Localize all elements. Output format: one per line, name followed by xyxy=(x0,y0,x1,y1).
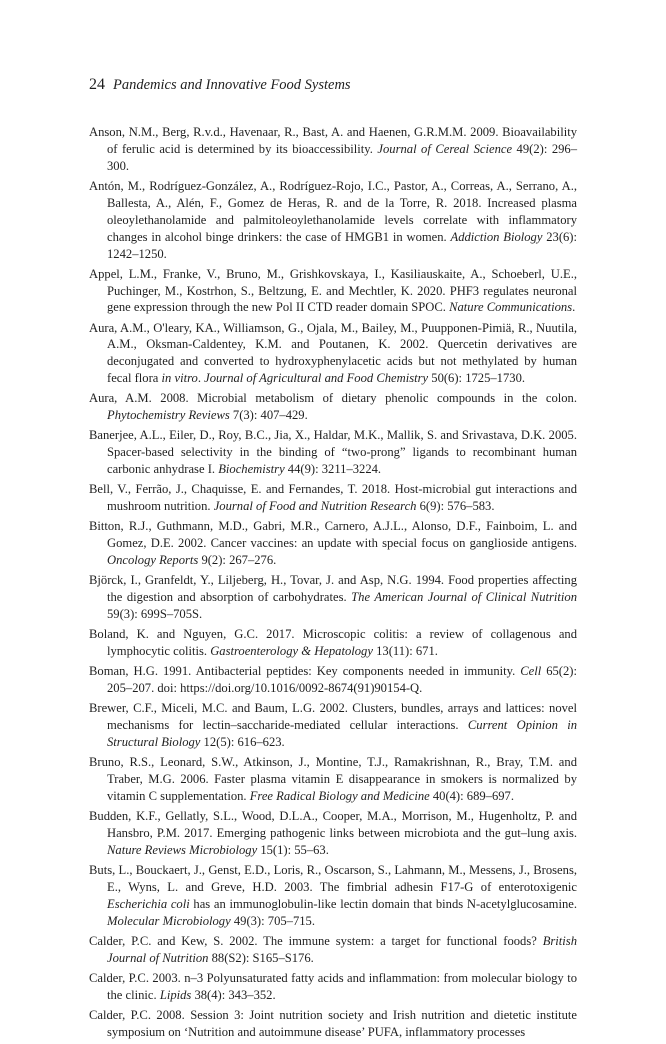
reference-text: Anson, N.M., Berg, R.v.d., Havenaar, R., Bast, A. and Haenen, G.R.M.M. 2009. Bioavailability of ferulic acid is determined by its bioaccessibility. xyxy=(89,125,577,156)
reference-text: Bitton, R.J., Guthmann, M.D., Gabri, M.R., Carnero, A.J.L., Alonso, D.F., Fainboim, L. and Gomez, D.E. 2002. Cancer vaccines: an update with special focus on ganglioside antigens. xyxy=(89,519,577,551)
reference-text: Bell, V., Ferrão, J., Chaquisse, E. and Fernandes, T. 2018. Host-microbial gut interactions and mushroom nutrition. xyxy=(89,482,577,514)
reference-entry xyxy=(89,808,577,859)
reference-text: 59(3): 699S–705S. xyxy=(107,606,203,621)
reference-text: Aura, A.M. 2008. Microbial metabolism of dietary phenolic compounds in the colon. xyxy=(89,391,577,406)
reference-text: 49(2): 296–300. xyxy=(107,141,578,173)
reference-entry xyxy=(89,1007,577,1041)
reference-text: Banerjee, A.L., Eiler, D., Roy, B.C., Jia, X., Haldar, M.K., Mallik, S. and Srivastava, D.K. 2005. Spacer-based selectivity in the binding of “two-prong” ligands to recombinant human carbonic anhydrase I. xyxy=(89,428,577,477)
reference-text: Bruno, R.S., Leonard, S.W., Atkinson, J., Montine, T.J., Ramakrishnan, R., Bray, T.M. and Traber, M.G. 2006. Faster plasma vitamin E disappearance in smokers is normalized by vitamin C supplementation. xyxy=(89,754,577,803)
page-header xyxy=(89,76,351,94)
reference-text: Brewer, C.F., Miceli, M.C. and Baum, L.G. 2002. Clusters, bundles, arrays and lattices: novel mechanisms for lectin–saccharide-mediated cellular interactions. xyxy=(89,701,577,732)
reference-text: 50(6): 1725–1730. xyxy=(428,371,526,386)
reference-entry xyxy=(89,572,577,623)
reference-journal: Biochemistry xyxy=(218,462,285,477)
reference-entry xyxy=(89,700,577,751)
reference-entry xyxy=(89,178,577,263)
reference-journal: Nature Communications xyxy=(449,300,573,315)
reference-text: Buts, L., Bouckaert, J., Genst, E.D., Loris, R., Oscarson, S., Lahmann, M., Messens, J., Brosens, E., Wyns, L. and Greve, H.D. 2003. The fimbrial adhesin F17-G of enterotoxigenic xyxy=(89,862,577,894)
reference-text: 9(2): 267–276. xyxy=(198,553,277,568)
page-number: 24 xyxy=(89,76,105,93)
reference-entry xyxy=(89,970,577,1004)
reference-text: 44(9): 3211–3224. xyxy=(284,462,382,477)
reference-entry xyxy=(89,427,577,478)
reference-journal: Nature Reviews Microbiology xyxy=(107,842,258,857)
reference-text: Appel, L.M., Franke, V., Bruno, M., Grishkovskaya, I., Kasiliauskaite, A., Schoeberl, U.E., Puchinger, M., Kostrhon, S., Beltzung, E. and Mechtler, K. 2020. PHF3 regulates neuronal gene expression through the new Pol II CTD reader domain SPOC. xyxy=(89,266,577,315)
reference-italic-term: in vitro xyxy=(161,371,198,386)
reference-text: 49(3): 705–715. xyxy=(230,913,316,928)
reference-text: 7(3): 407–429. xyxy=(229,408,308,423)
reference-text: 65(2): 205–207. doi: https://doi.org/10.1016/0092-8674(91)90154-Q. xyxy=(107,664,577,695)
reference-journal: The American Journal of Clinical Nutrition xyxy=(351,590,577,605)
reference-entry xyxy=(89,862,577,930)
reference-journal: Free Radical Biology and Medicine xyxy=(249,788,430,803)
reference-text: 12(5): 616–623. xyxy=(200,734,285,749)
reference-text: 13(11): 671. xyxy=(372,643,438,658)
reference-text: 6(9): 576–583. xyxy=(416,499,495,514)
reference-text: Aura, A.M., O'leary, KA., Williamson, G., Ojala, M., Bailey, M., Puupponen-Pimiä, R., Nuutila, A.M., Oksman-Caldentey, K.M. and Poutanen, K. 2002. Quercetin derivatives are deconjugated and converted to hydroxyphenylacetic acids but not methylated by human fecal flora xyxy=(89,320,577,386)
reference-text: Boman, H.G. 1991. Antibacterial peptides: Key components needed in immunity. xyxy=(89,664,521,679)
reference-text: has an immunoglobulin-like lectin domain that binds N-acetylglucosamine. xyxy=(189,896,578,911)
reference-journal: Journal of Food and Nutrition Research xyxy=(213,499,417,514)
reference-journal: Phytochemistry Reviews xyxy=(107,408,230,423)
reference-text: Calder, P.C. and Kew, S. 2002. The immune system: a target for functional foods? xyxy=(89,933,543,948)
reference-text: 15(1): 55–63. xyxy=(257,842,329,857)
reference-entry xyxy=(89,266,577,317)
reference-text: Calder, P.C. 2003. n–3 Polyunsaturated fatty acids and inflammation: from molecular biology to the clinic. xyxy=(89,970,577,1002)
reference-journal: British Journal of Nutrition xyxy=(107,933,577,965)
reference-text: Calder, P.C. 2008. Session 3: Joint nutrition society and Irish nutrition and dietetic institute symposium on ‘Nutrition and autoimmune disease’ PUFA, inflammatory processes xyxy=(89,1007,577,1039)
reference-entry xyxy=(89,390,577,424)
reference-text: Björck, I., Granfeldt, Y., Liljeberg, H., Tovar, J. and Asp, N.G. 1994. Food properties affecting the digestion and absorption of carbohydrates. xyxy=(89,573,577,605)
running-title: Pandemics and Innovative Food Systems xyxy=(113,77,351,93)
reference-italic-term: Escherichia coli xyxy=(107,896,190,911)
reference-list xyxy=(89,124,577,1044)
reference-journal: Journal of Cereal Science xyxy=(377,141,513,156)
reference-entry xyxy=(89,754,577,805)
reference-entry xyxy=(89,663,577,697)
reference-entry xyxy=(89,518,577,569)
reference-text: 23(6): 1242–1250. xyxy=(107,229,578,261)
reference-journal: Molecular Microbiology xyxy=(107,913,231,928)
reference-text: 88(S2): S165–S176. xyxy=(208,950,314,965)
reference-journal: Lipids xyxy=(159,987,192,1002)
reference-entry xyxy=(89,933,577,967)
reference-entry xyxy=(89,124,577,175)
reference-text: Boland, K. and Nguyen, G.C. 2017. Microscopic colitis: a review of collagenous and lymphocytic colitis. xyxy=(89,627,577,658)
reference-journal: Gastroenterology & Hepatology xyxy=(210,643,373,658)
reference-journal: Current Opinion in Structural Biology xyxy=(107,717,577,749)
reference-text: Budden, K.F., Gellatly, S.L., Wood, D.L.A., Cooper, M.A., Morrison, M., Hugenholtz, P. and Hansbro, P.M. 2017. Emerging pathogenic links between microbiota and the gut–lung axis. xyxy=(89,808,577,840)
reference-journal: Cell xyxy=(520,664,542,679)
reference-journal: Addiction Biology xyxy=(450,229,543,244)
reference-entry xyxy=(89,626,577,660)
reference-journal: Journal of Agricultural and Food Chemistry xyxy=(204,371,429,386)
reference-entry xyxy=(89,481,577,515)
reference-journal: Oncology Reports xyxy=(107,553,199,568)
reference-text: . xyxy=(572,300,576,315)
reference-text: 40(4): 689–697. xyxy=(429,788,515,803)
reference-text: Antón, M., Rodríguez-González, A., Rodríguez-Rojo, I.C., Pastor, A., Correas, A., Serrano, A., Ballesta, A., Alén, F., Gomez de Heras, R. and de la Torre, R. 2018. Increased plasma oleoylethanolamide and palmitoleoylethanolamide levels correlate with inflammatory changes in alcohol binge drinkers: the case of HMGB1 in women. xyxy=(89,178,577,244)
reference-entry xyxy=(89,320,577,388)
reference-text: . xyxy=(197,371,205,386)
reference-text: 38(4): 343–352. xyxy=(191,987,276,1002)
